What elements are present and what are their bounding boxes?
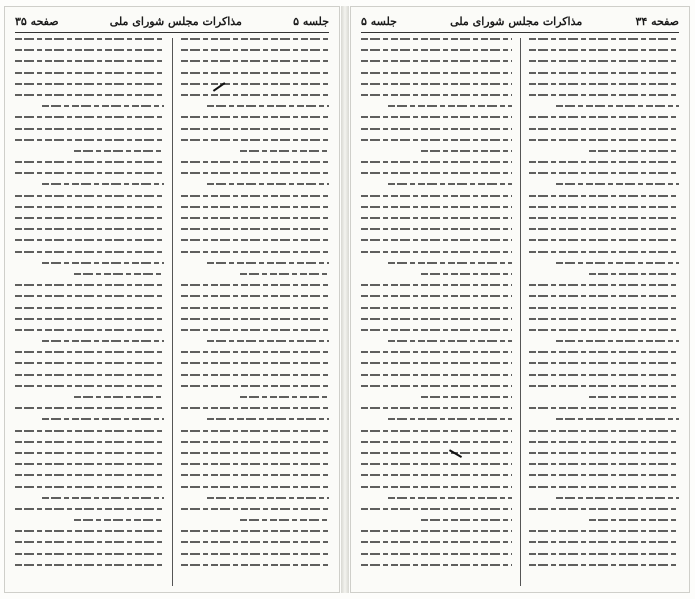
text-line bbox=[529, 116, 680, 118]
text-line bbox=[361, 508, 512, 510]
text-line bbox=[74, 273, 163, 275]
text-line bbox=[181, 474, 330, 476]
text-line bbox=[361, 463, 512, 465]
left-column-left bbox=[15, 38, 164, 586]
text-line bbox=[240, 150, 329, 152]
text-line bbox=[589, 519, 679, 521]
text-line bbox=[529, 72, 680, 74]
text-line bbox=[181, 307, 330, 309]
text-line bbox=[529, 441, 680, 443]
text-line bbox=[15, 329, 164, 331]
text-line bbox=[15, 239, 164, 241]
text-line bbox=[361, 318, 512, 320]
text-line bbox=[42, 497, 164, 499]
text-line bbox=[181, 195, 330, 197]
text-line bbox=[181, 362, 330, 364]
text-line bbox=[74, 519, 163, 521]
text-line bbox=[181, 206, 330, 208]
left-columns bbox=[15, 38, 329, 586]
text-line bbox=[361, 38, 512, 40]
text-line bbox=[529, 38, 680, 40]
text-line bbox=[529, 94, 680, 96]
text-line bbox=[361, 407, 512, 409]
text-line bbox=[529, 385, 680, 387]
text-line bbox=[361, 430, 512, 432]
text-line bbox=[15, 72, 164, 74]
text-line bbox=[589, 150, 679, 152]
text-line bbox=[529, 362, 680, 364]
text-line bbox=[15, 486, 164, 488]
text-line bbox=[361, 228, 512, 230]
right-session-label: جلسه ۵ bbox=[361, 14, 397, 28]
text-line bbox=[529, 374, 680, 376]
text-line bbox=[15, 541, 164, 543]
text-line bbox=[361, 83, 512, 85]
text-line bbox=[240, 273, 329, 275]
text-line bbox=[361, 161, 512, 163]
text-line bbox=[42, 340, 164, 342]
text-line bbox=[74, 150, 163, 152]
text-line bbox=[361, 530, 512, 532]
text-line bbox=[388, 262, 511, 264]
text-line bbox=[529, 128, 680, 130]
text-line bbox=[181, 38, 330, 40]
text-line bbox=[207, 262, 329, 264]
text-line bbox=[181, 318, 330, 320]
text-line bbox=[42, 262, 164, 264]
text-line bbox=[181, 60, 330, 62]
text-line bbox=[529, 217, 680, 219]
text-line bbox=[529, 307, 680, 309]
text-line bbox=[388, 183, 511, 185]
text-line bbox=[529, 351, 680, 353]
text-line bbox=[15, 139, 164, 141]
right-page bbox=[350, 6, 690, 593]
text-line bbox=[74, 396, 163, 398]
text-line bbox=[361, 474, 512, 476]
text-line bbox=[15, 295, 164, 297]
text-line bbox=[361, 295, 512, 297]
text-line bbox=[556, 262, 679, 264]
text-line bbox=[15, 83, 164, 85]
text-line bbox=[181, 463, 330, 465]
text-line bbox=[15, 195, 164, 197]
text-line bbox=[15, 374, 164, 376]
text-line bbox=[240, 396, 329, 398]
text-line bbox=[556, 183, 679, 185]
left-page bbox=[4, 6, 340, 593]
text-line bbox=[15, 553, 164, 555]
right-title: مذاکرات مجلس شورای ملی bbox=[450, 14, 583, 28]
book-gutter bbox=[341, 6, 349, 593]
text-line bbox=[388, 497, 511, 499]
column-divider bbox=[520, 38, 521, 586]
text-line bbox=[361, 72, 512, 74]
text-line bbox=[181, 72, 330, 74]
text-line bbox=[181, 295, 330, 297]
text-line bbox=[529, 172, 680, 174]
text-line bbox=[15, 284, 164, 286]
text-line bbox=[207, 340, 329, 342]
text-line bbox=[421, 519, 511, 521]
text-line bbox=[207, 105, 329, 107]
text-line bbox=[361, 441, 512, 443]
text-line bbox=[181, 508, 330, 510]
text-line bbox=[15, 474, 164, 476]
text-line bbox=[181, 172, 330, 174]
text-line bbox=[15, 407, 164, 409]
text-line bbox=[361, 351, 512, 353]
text-line bbox=[15, 508, 164, 510]
text-line bbox=[15, 172, 164, 174]
text-line bbox=[529, 239, 680, 241]
text-line bbox=[361, 486, 512, 488]
text-line bbox=[42, 418, 164, 420]
text-line bbox=[181, 83, 330, 85]
right-columns bbox=[361, 38, 679, 586]
text-line bbox=[181, 228, 330, 230]
text-line bbox=[361, 172, 512, 174]
text-line bbox=[361, 284, 512, 286]
left-session-label: جلسه ۵ bbox=[293, 14, 329, 28]
text-line bbox=[529, 139, 680, 141]
right-page-header bbox=[361, 13, 679, 33]
left-page-header bbox=[15, 13, 329, 33]
text-line bbox=[529, 228, 680, 230]
text-line bbox=[15, 307, 164, 309]
text-line bbox=[361, 553, 512, 555]
text-line bbox=[181, 329, 330, 331]
text-line bbox=[181, 541, 330, 543]
text-line bbox=[529, 564, 680, 566]
text-line bbox=[15, 441, 164, 443]
text-line bbox=[15, 228, 164, 230]
text-line bbox=[42, 105, 164, 107]
text-line bbox=[589, 396, 679, 398]
text-line bbox=[42, 183, 164, 185]
text-line bbox=[529, 195, 680, 197]
text-line bbox=[556, 340, 679, 342]
text-line bbox=[529, 486, 680, 488]
text-line bbox=[529, 553, 680, 555]
text-line bbox=[15, 452, 164, 454]
text-line bbox=[15, 564, 164, 566]
text-line bbox=[207, 183, 329, 185]
text-line bbox=[529, 318, 680, 320]
text-line bbox=[15, 463, 164, 465]
text-line bbox=[181, 486, 330, 488]
text-line bbox=[529, 474, 680, 476]
text-line bbox=[361, 329, 512, 331]
text-line bbox=[181, 452, 330, 454]
text-line bbox=[15, 530, 164, 532]
text-line bbox=[181, 217, 330, 219]
text-line bbox=[529, 541, 680, 543]
text-line bbox=[15, 362, 164, 364]
text-line bbox=[15, 385, 164, 387]
text-line bbox=[421, 150, 511, 152]
text-line bbox=[361, 541, 512, 543]
text-line bbox=[361, 374, 512, 376]
text-line bbox=[181, 49, 330, 51]
text-line bbox=[207, 418, 329, 420]
text-line bbox=[361, 217, 512, 219]
text-line bbox=[181, 284, 330, 286]
text-line bbox=[361, 239, 512, 241]
text-line bbox=[361, 452, 512, 454]
text-line bbox=[361, 362, 512, 364]
text-line bbox=[421, 273, 511, 275]
text-line bbox=[556, 105, 679, 107]
text-line bbox=[529, 206, 680, 208]
text-line bbox=[361, 128, 512, 130]
text-line bbox=[556, 497, 679, 499]
text-line bbox=[181, 239, 330, 241]
text-line bbox=[15, 116, 164, 118]
text-line bbox=[361, 139, 512, 141]
text-line bbox=[361, 251, 512, 253]
right-column-right bbox=[529, 38, 680, 586]
text-line bbox=[181, 374, 330, 376]
text-line bbox=[388, 340, 511, 342]
text-line bbox=[181, 407, 330, 409]
text-line bbox=[181, 441, 330, 443]
text-line bbox=[15, 60, 164, 62]
text-line bbox=[181, 564, 330, 566]
text-line bbox=[15, 128, 164, 130]
text-line bbox=[529, 284, 680, 286]
text-line bbox=[529, 452, 680, 454]
text-line bbox=[589, 273, 679, 275]
text-line bbox=[207, 497, 329, 499]
text-line bbox=[361, 385, 512, 387]
text-line bbox=[529, 49, 680, 51]
left-page-label: صفحه ۳۵ bbox=[15, 14, 59, 28]
text-line bbox=[181, 116, 330, 118]
text-line bbox=[529, 463, 680, 465]
text-line bbox=[15, 318, 164, 320]
text-line bbox=[15, 38, 164, 40]
text-line bbox=[181, 139, 330, 141]
text-line bbox=[529, 60, 680, 62]
text-line bbox=[529, 295, 680, 297]
text-line bbox=[240, 519, 329, 521]
text-line bbox=[15, 430, 164, 432]
text-line bbox=[15, 251, 164, 253]
text-line bbox=[15, 161, 164, 163]
text-line bbox=[181, 385, 330, 387]
text-line bbox=[361, 307, 512, 309]
text-line bbox=[421, 396, 511, 398]
text-line bbox=[529, 407, 680, 409]
text-line bbox=[361, 60, 512, 62]
text-line bbox=[15, 217, 164, 219]
text-line bbox=[361, 49, 512, 51]
text-line bbox=[388, 105, 511, 107]
text-line bbox=[529, 329, 680, 331]
right-page-label: صفحه ۳۴ bbox=[635, 14, 679, 28]
text-line bbox=[15, 351, 164, 353]
text-line bbox=[181, 128, 330, 130]
left-title: مذاکرات مجلس شورای ملی bbox=[109, 14, 242, 28]
text-line bbox=[529, 161, 680, 163]
text-line bbox=[361, 195, 512, 197]
text-line bbox=[388, 418, 511, 420]
right-column-left bbox=[361, 38, 512, 586]
text-line bbox=[181, 161, 330, 163]
text-line bbox=[15, 206, 164, 208]
text-line bbox=[529, 430, 680, 432]
text-line bbox=[556, 418, 679, 420]
text-line bbox=[361, 116, 512, 118]
left-column-right bbox=[181, 38, 330, 586]
text-line bbox=[529, 530, 680, 532]
text-line bbox=[529, 251, 680, 253]
text-line bbox=[181, 94, 330, 96]
text-line bbox=[361, 564, 512, 566]
text-line bbox=[529, 508, 680, 510]
text-line bbox=[181, 351, 330, 353]
text-line bbox=[15, 49, 164, 51]
text-line bbox=[361, 206, 512, 208]
text-line bbox=[181, 251, 330, 253]
text-line bbox=[181, 530, 330, 532]
text-line bbox=[181, 553, 330, 555]
text-line bbox=[15, 94, 164, 96]
text-line bbox=[529, 83, 680, 85]
column-divider bbox=[172, 38, 173, 586]
text-line bbox=[361, 94, 512, 96]
text-line bbox=[181, 430, 330, 432]
